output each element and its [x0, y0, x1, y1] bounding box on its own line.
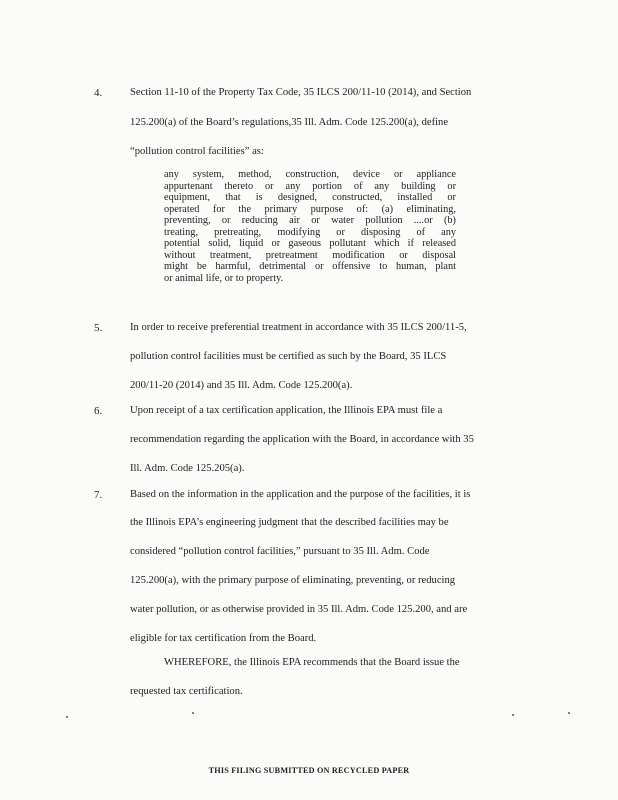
paragraph-7-line-6: eligible for tax certification from the Board.: [130, 633, 317, 644]
paragraph-4-line-2: 125.200(a) of the Board’s regulations,35 Ill. Adm. Code 125.200(a), define: [130, 117, 449, 128]
paragraph-5-line-3: 200/11-20 (2014) and 35 Ill. Adm. Code 125.200(a).: [130, 380, 353, 391]
quote-line: without treatment, pretreatment modification or disposal: [164, 249, 456, 261]
quote-line: treating, pretreating, modifying or disposing of any: [164, 226, 456, 238]
paragraph-7-line-2: the Illinois EPA’s engineering judgment that the described facilities may be: [130, 517, 449, 528]
paragraph-4-line-3: “pollution control facilities” as:: [130, 146, 264, 157]
scan-speck: [512, 714, 514, 716]
paragraph-7-line-5: water pollution, or as otherwise provided in 35 Ill. Adm. Code 125.200, and are: [130, 604, 468, 615]
closing-line-1: WHEREFORE, the Illinois EPA recommends that the Board issue the: [164, 657, 460, 668]
closing-line-2: requested tax certification.: [130, 686, 243, 697]
quote-line: might be harmful, detrimental or offensive to human, plant: [164, 261, 456, 272]
paragraph-7-line-4: 125.200(a), with the primary purpose of eliminating, preventing, or reducing: [130, 575, 456, 586]
quote-line: or animal life, or to property.: [164, 272, 284, 284]
paragraph-7-line-1: Based on the information in the application and the purpose of the facilities, it is: [130, 489, 471, 500]
paragraph-6-line-1: Upon receipt of a tax certification application, the Illinois EPA must file a: [130, 405, 443, 416]
quote-line: equipment, that is designed, constructed, installed or: [164, 192, 456, 203]
quote-line: any system, method, construction, device or appliance: [164, 169, 456, 180]
scan-speck: [192, 712, 194, 714]
scan-speck: [568, 712, 570, 714]
quote-line: operated for the primary purpose of: (a) eliminating,: [164, 203, 456, 215]
block-quote-definition: [164, 169, 456, 284]
quote-line: preventing, or reducing air or water pollution ....or (b): [164, 215, 456, 226]
paragraph-number-4: 4.: [94, 87, 103, 99]
paragraph-number-5: 5.: [94, 322, 103, 334]
scan-speck: [66, 716, 68, 718]
recycled-paper-footer: THIS FILING SUBMITTED ON RECYCLED PAPER: [208, 766, 410, 775]
quote-line: appurtenant thereto or any portion of any building or: [164, 180, 456, 192]
paragraph-4-line-1: Section 11-10 of the Property Tax Code, 35 ILCS 200/11-10 (2014), and Section: [130, 87, 472, 98]
paragraph-number-7: 7.: [94, 489, 103, 501]
paragraph-number-6: 6.: [94, 405, 103, 417]
paragraph-5-line-1: In order to receive preferential treatment in accordance with 35 ILCS 200/11-5,: [130, 322, 467, 333]
paragraph-6-line-3: Ill. Adm. Code 125.205(a).: [130, 463, 245, 474]
paragraph-7-line-3: considered “pollution control facilities,” pursuant to 35 Ill. Adm. Code: [130, 546, 430, 557]
paragraph-5-line-2: pollution control facilities must be certified as such by the Board, 35 ILCS: [130, 351, 447, 362]
paragraph-6-line-2: recommendation regarding the application with the Board, in accordance with 35: [130, 434, 474, 445]
quote-line: potential solid, liquid or gaseous pollutant which if released: [164, 238, 456, 249]
